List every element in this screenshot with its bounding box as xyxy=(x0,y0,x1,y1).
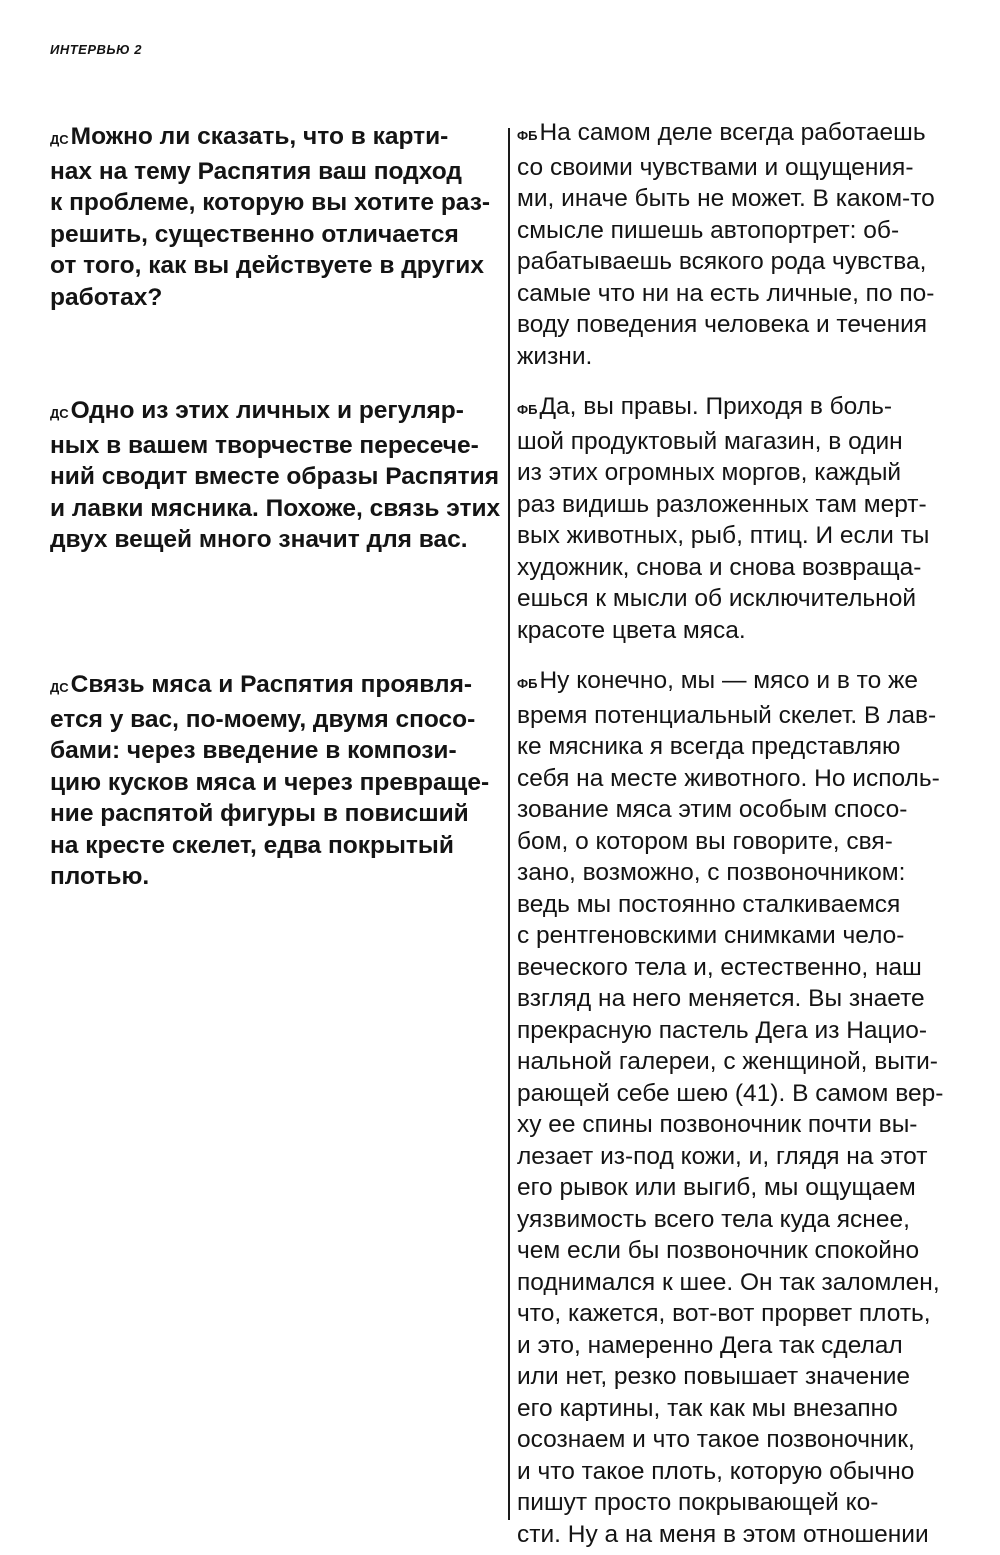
text-line: раз видишь разложенных там мерт- xyxy=(517,490,927,518)
text-line: Да, вы правы. Приходя в боль- xyxy=(539,393,892,420)
text-line: жизни. xyxy=(517,342,593,370)
text-line: от того, как вы действуете в других xyxy=(50,252,484,279)
text-line: На самом деле всегда работаешь xyxy=(539,119,926,146)
answer-1 xyxy=(517,117,972,372)
text-line: Можно ли сказать, что в карти- xyxy=(70,123,449,150)
text-line: двух вещей много значит для вас. xyxy=(50,526,468,553)
text-line: прекрасную пастель Дега из Нацио- xyxy=(517,1016,928,1044)
text-line: цию кусков мяса и через превраще- xyxy=(50,768,490,796)
text-line: осознаем и что такое позвоночник, xyxy=(517,1426,915,1453)
text-line: с рентгеновскими снимками чело- xyxy=(517,922,905,949)
text-line: воду поведения человека и течения xyxy=(517,311,928,338)
text-line: ведь мы постоянно сталкиваемся xyxy=(517,890,901,918)
text-line: взгляд на него меняется. Вы знаете xyxy=(517,985,925,1012)
text-line: рабатываешь всякого рода чувства, xyxy=(517,248,927,275)
text-line: веческого тела и, естественно, наш xyxy=(517,953,922,981)
text-line: ний сводит вместе образы Распятия xyxy=(50,463,499,490)
text-line: и лавки мясника. Похоже, связь этих xyxy=(50,494,501,522)
text-line: лезает из-под кожи, и, глядя на этот xyxy=(517,1142,928,1170)
text-line: чем если бы позвоночник спокойно xyxy=(517,1237,920,1264)
text-line: пишут просто покрывающей ко- xyxy=(517,1489,879,1516)
text-line: поднимался к шее. Он так заломлен, xyxy=(517,1268,940,1296)
text-line: его картины, так как мы внезапно xyxy=(517,1394,898,1422)
text-line: что, кажется, вот-вот прорвет плоть, xyxy=(517,1300,931,1327)
text-line: ми, иначе быть не может. В каком-то xyxy=(517,185,935,212)
text-line: бом, о котором вы говорите, свя- xyxy=(517,827,893,855)
question-2 xyxy=(50,395,501,556)
text-line: и что такое плоть, которую обычно xyxy=(517,1457,915,1485)
text-line: к проблеме, которую вы хотите раз- xyxy=(50,189,491,216)
answer-2 xyxy=(517,391,972,646)
text-line: смысле пишешь автопортрет: об- xyxy=(517,216,900,244)
speaker-tag: ДС xyxy=(50,406,69,421)
text-line: вых животных, рыб, птиц. И если ты xyxy=(517,522,930,549)
text-line: на кресте скелет, едва покрытый xyxy=(50,831,454,859)
text-line: ху ее спины позвоночник почти вы- xyxy=(517,1111,918,1138)
text-line: ние распятой фигуры в повисший xyxy=(50,800,469,827)
text-line: уязвимость всего тела куда яснее, xyxy=(517,1205,910,1233)
speaker-tag: ФБ xyxy=(517,128,538,143)
text-line: из этих огромных моргов, каждый xyxy=(517,459,902,486)
text-line: бами: через введение в компози- xyxy=(50,737,457,764)
speaker-tag: ФБ xyxy=(517,676,538,691)
text-line: зано, возможно, с позвоночником: xyxy=(517,859,906,886)
text-line: ется у вас, по-моему, двумя спосо- xyxy=(50,705,476,733)
text-line: шой продуктовый магазин, в один xyxy=(517,427,903,455)
question-1 xyxy=(50,121,498,313)
text-line: сти. Ну а на меня в этом отношении xyxy=(517,1520,929,1548)
text-line: работах? xyxy=(50,283,163,311)
text-line: ных в вашем творчестве пересече- xyxy=(50,431,479,459)
text-line: плотью. xyxy=(50,863,150,890)
text-line: ешься к мысли об исключительной xyxy=(517,585,917,612)
text-line: со своими чувствами и ощущения- xyxy=(517,153,914,181)
text-line: художник, снова и снова возвраща- xyxy=(517,553,922,581)
text-line: нах на тему Распятия ваш подход xyxy=(50,157,462,185)
question-3 xyxy=(50,669,498,893)
column-divider xyxy=(508,128,510,1520)
text-line: зование мяса этим особым спосо- xyxy=(517,796,908,823)
text-line: самые что ни на есть личные, по по- xyxy=(517,279,935,307)
text-line: красоте цвета мяса. xyxy=(517,616,746,644)
text-line: и это, намеренно Дега так сделал xyxy=(517,1331,903,1359)
text-line: рающей себе шею (41). В самом вер- xyxy=(517,1079,944,1107)
running-header: ИНТЕРВЬЮ 2 xyxy=(50,42,143,57)
text-line: себя на месте животного. Но исполь- xyxy=(517,764,940,792)
text-line: Одно из этих личных и регуляр- xyxy=(70,397,464,424)
text-line: нальной галереи, с женщиной, выти- xyxy=(517,1048,938,1075)
text-line: его рывок или выгиб, мы ощущаем xyxy=(517,1174,916,1201)
text-line: ке мясника я всегда представляю xyxy=(517,733,901,760)
speaker-tag: ДС xyxy=(50,132,69,147)
text-line: решить, существенно отличается xyxy=(50,220,459,248)
text-line: Связь мяса и Распятия проявля- xyxy=(70,671,473,698)
text-line: время потенциальный скелет. В лав- xyxy=(517,701,937,729)
text-line: или нет, резко повышает значение xyxy=(517,1363,911,1390)
answer-3 xyxy=(517,665,972,1550)
speaker-tag: ДС xyxy=(50,680,69,695)
text-line: Ну конечно, мы — мясо и в то же xyxy=(539,667,919,694)
speaker-tag: ФБ xyxy=(517,402,538,417)
